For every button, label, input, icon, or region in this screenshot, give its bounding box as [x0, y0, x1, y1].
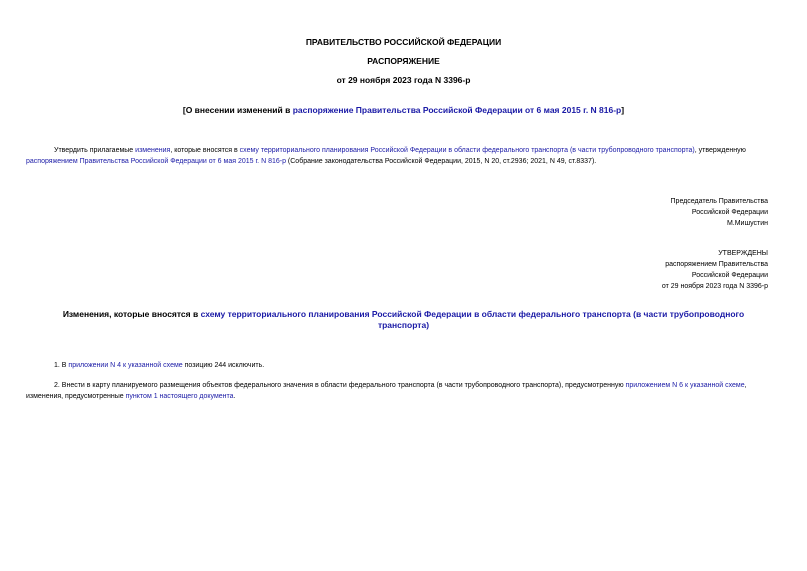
- link-appendix-4[interactable]: приложении N 4 к указанной схеме: [68, 362, 183, 369]
- document-date: от 29 ноября 2023 года N 3396-р: [336, 75, 471, 85]
- text-segment: (Собрание законодательства Российской Федерации, 2015, N 20, ст.2936; 2021, N 49, ст.8337).: [285, 158, 597, 165]
- title-prefix: [О внесении изменений в: [182, 105, 293, 115]
- link-point-1[interactable]: пунктом 1 настоящего документа: [125, 393, 234, 400]
- text-segment: , утвержденную: [694, 147, 746, 154]
- document-title: [0, 105, 807, 115]
- link-changes[interactable]: изменения: [135, 147, 171, 154]
- changes-title-prefix: Изменения, которые вносятся в: [62, 309, 201, 319]
- paragraph-approve: [26, 145, 770, 167]
- title-link[interactable]: распоряжение Правительства Российской Федерации от 6 мая 2015 г. N 816-р: [292, 105, 622, 115]
- link-scheme[interactable]: схему территориального планирования Российской Федерации в области федерального транспорта (в части трубопроводного транспорта): [239, 147, 695, 154]
- text-segment: 2. Внести в карту планируемого размещения объектов федерального значения в области федерального транспорта (в части трубопроводного транспорта), предусмотренную: [54, 382, 626, 389]
- signature-name: М.Мишустин: [726, 220, 768, 227]
- approval-country: Российской Федерации: [691, 272, 768, 279]
- changes-title-link[interactable]: схему территориального планирования Российской Федерации в области федерального транспорта (в части трубопроводного транспорта): [200, 309, 745, 330]
- link-order[interactable]: распоряжением Правительства Российской Федерации от 6 мая 2015 г. N 816-р: [26, 158, 286, 165]
- title-suffix: ]: [621, 105, 625, 115]
- link-appendix-6[interactable]: приложением N 6 к указанной схеме: [625, 382, 745, 389]
- signature-block: [671, 196, 768, 229]
- text-segment: изменения, предусмотренные: [26, 393, 126, 400]
- text-segment: .: [233, 393, 236, 400]
- text-segment: 1. В: [54, 362, 69, 369]
- document-type: РАСПОРЯЖЕНИЕ: [367, 56, 440, 66]
- approval-stamp: УТВЕРЖДЕНЫ: [718, 250, 768, 257]
- text-segment: позицию 244 исключить.: [182, 362, 265, 369]
- signature-country: Российской Федерации: [691, 209, 768, 216]
- signature-position: Председатель Правительства: [670, 198, 768, 205]
- change-item-2: [26, 380, 770, 402]
- government-heading: ПРАВИТЕЛЬСТВО РОССИЙСКОЙ ФЕДЕРАЦИИ: [305, 37, 502, 47]
- changes-title: [40, 309, 767, 331]
- change-item-1: [54, 360, 770, 371]
- approval-by: распоряжением Правительства: [665, 261, 768, 268]
- approval-block: [662, 248, 768, 292]
- approval-date: от 29 ноября 2023 года N 3396-р: [661, 283, 768, 290]
- text-segment: , которые вносятся в: [170, 147, 240, 154]
- text-segment: Утвердить прилагаемые: [54, 147, 136, 154]
- text-segment: ,: [744, 382, 747, 389]
